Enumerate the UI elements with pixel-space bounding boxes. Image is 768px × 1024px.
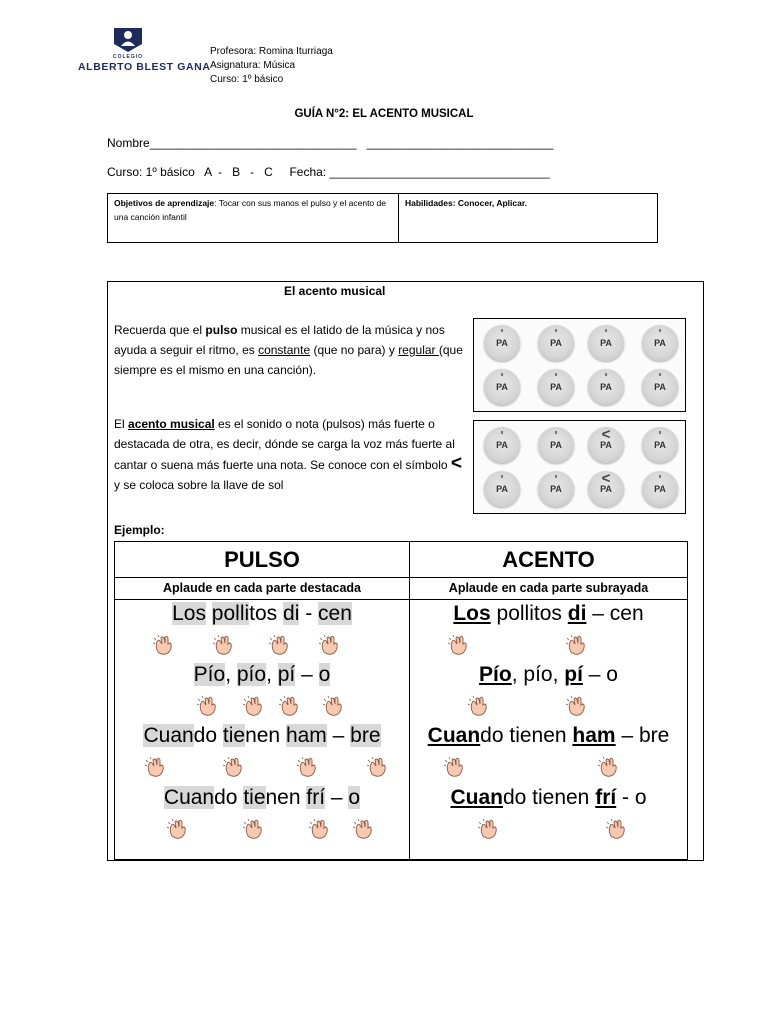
course-row — [107, 165, 550, 179]
constante-term: constante — [258, 343, 311, 357]
pa-circle: PA — [484, 471, 520, 507]
pa-circle: PA — [484, 369, 520, 405]
clap-icon — [367, 756, 389, 778]
clap-icon — [297, 756, 319, 778]
pulso-instruction: Aplaude en cada parte destacada — [115, 578, 410, 600]
pa-circle: PA — [588, 325, 624, 361]
pa-circle: PA — [642, 325, 678, 361]
name-row — [107, 136, 553, 150]
pa-circle: PA — [538, 427, 574, 463]
song-verse: Los pollitos di - cen — [172, 602, 352, 625]
pa-circle: PA — [538, 325, 574, 361]
pulso-song-cell — [115, 600, 410, 860]
pulso-header: PULSO — [115, 542, 410, 578]
clap-icon — [606, 818, 628, 840]
pa-circle: PA — [642, 369, 678, 405]
clap-icon — [213, 634, 235, 656]
crest-icon — [112, 26, 144, 53]
objectives-label: Objetivos de aprendizaje — [114, 198, 215, 208]
objectives-box — [107, 193, 658, 243]
subject-line: Asignatura: Música — [210, 60, 296, 71]
skills-label: Habilidades — [405, 198, 453, 208]
school-logo — [78, 26, 211, 80]
acento-instruction: Aplaude en cada parte subrayada — [410, 578, 688, 600]
pulse-paragraph: Recuerda que el pulso musical es el latido de la música y nos ayuda a seguir el ritmo, es constante (que no para) y regular (que siempre es el mismo en una canción). — [114, 323, 463, 377]
pa-circle: PA — [538, 471, 574, 507]
regular-term: regular — [398, 343, 439, 357]
clap-icon — [153, 634, 175, 656]
pa-circle: PA — [484, 325, 520, 361]
example-table — [114, 541, 688, 860]
clap-icon — [279, 695, 301, 717]
clap-icon — [269, 634, 291, 656]
pa-circle: PA — [642, 471, 678, 507]
accent-mark: < — [601, 426, 611, 443]
clap-icon — [566, 695, 588, 717]
clap-icon — [598, 756, 620, 778]
course-options: Curso: 1º básico A - B - C — [107, 165, 273, 179]
pa-circle: PA — [538, 369, 574, 405]
pa-circle: PA — [588, 369, 624, 405]
example-label: Ejemplo: — [114, 523, 165, 537]
pa-circle: < PA — [588, 471, 624, 507]
clap-icon — [167, 818, 189, 840]
name-line-2[interactable]: ____________________________ — [366, 136, 554, 150]
acento-term: acento musical — [128, 417, 215, 431]
skills-text: : Conocer, Aplicar. — [452, 198, 528, 208]
clap-icon — [444, 756, 466, 778]
school-name: ALBERTO BLEST GANA — [78, 61, 211, 73]
name-line[interactable]: _______________________________ — [149, 136, 357, 150]
clap-icon — [323, 695, 345, 717]
skills-cell — [399, 194, 657, 242]
accent-figure — [473, 420, 686, 514]
accent-mark: < — [601, 470, 611, 487]
course-line: Curso: 1º básico — [210, 74, 284, 85]
pa-circle: < PA — [588, 427, 624, 463]
clap-icon — [243, 695, 265, 717]
accent-symbol: < — [450, 453, 462, 474]
objectives-text: : Tocar con sus manos el pulso y el acento de una canción infantil — [114, 198, 386, 222]
page-title: GUÍA N°2: EL ACENTO MUSICAL — [294, 108, 474, 120]
clap-icon — [223, 756, 245, 778]
clap-icon — [145, 756, 167, 778]
clap-icon — [478, 818, 500, 840]
clap-icon — [243, 818, 265, 840]
clap-icon — [566, 634, 588, 656]
date-label: Fecha: — [289, 165, 327, 179]
objectives-cell — [108, 194, 399, 242]
acento-header: ACENTO — [410, 542, 688, 578]
clap-icon — [197, 695, 219, 717]
pa-circle: PA — [484, 427, 520, 463]
song-verse: Pío, pío, pí – o — [193, 663, 331, 686]
name-label: Nombre — [107, 136, 150, 150]
teacher-line: Profesora: Romina Iturriaga — [210, 46, 333, 57]
pa-circle: PA — [642, 427, 678, 463]
acento-song-cell — [410, 600, 688, 860]
clap-icon — [448, 634, 470, 656]
accent-paragraph: El acento musical es el sonido o nota (pulsos) más fuerte o destacada de otra, es decir, dónde se carga la voz más fuerte al cantar o suena más fuerte una nota. Se conoce con el símbolo < y se coloca sobre la llave de sol — [114, 417, 462, 492]
song-verse: Cuando tienen ham – bre — [427, 724, 670, 747]
song-verse: Pío, pío, pí – o — [479, 663, 618, 686]
date-line[interactable]: _________________________________ — [329, 165, 550, 179]
song-verse: Cuando tienen ham – bre — [143, 724, 381, 747]
school-label: COLEGIO — [112, 54, 144, 60]
clap-icon — [353, 818, 375, 840]
song-verse: Cuando tienen frí – o — [163, 786, 361, 809]
section-title: El acento musical — [284, 284, 386, 298]
clap-icon — [319, 634, 341, 656]
song-verse: Los pollitos di – cen — [453, 602, 644, 625]
clap-icon — [468, 695, 490, 717]
pulso-term: pulso — [205, 323, 238, 337]
clap-icon — [309, 818, 331, 840]
pulse-figure — [473, 318, 686, 412]
song-verse: Cuando tienen frí - o — [450, 786, 647, 809]
